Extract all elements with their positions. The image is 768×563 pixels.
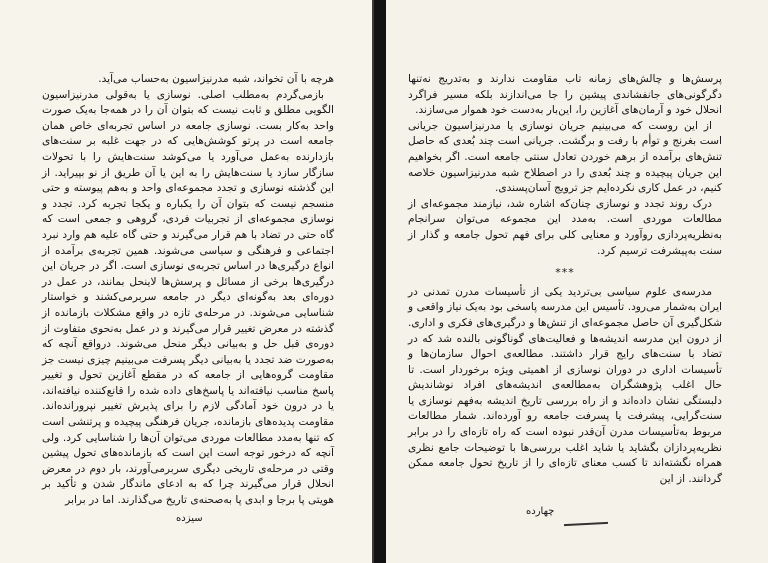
- right-page: [386, 0, 768, 563]
- paragraph: پرسش‌ها و چالش‌های زمانه تاب مقاومت ندارند و به‌تدریج نه‌تنها دگرگونی‌های جانفشاندی پیشین را جا می‌اندازند بلکه مسیر فراگرد انحلال خود و آرمان‌های آغازین را، این‌بار به‌دست خود هموار می‌سازند.: [408, 73, 722, 117]
- page-number: سیزده: [176, 513, 203, 524]
- left-page-text: [42, 72, 334, 509]
- pen-mark: [564, 522, 608, 526]
- paragraph: مدرسه‌ی علوم سیاسی بی‌تردید یکی از تأسیسات مدرن تمدنی در ایران به‌شمار می‌رود. تأسیس این مدرسه پاسخی بود به‌یک نیاز واقعی و شکل‌گیری آن حاصل مجموعه‌ای از تنش‌ها و درگیری‌های فکری و اداری. از درون این مدرسه اندیشه‌ها و فعالیت‌های گوناگونی بالنده شد که در تضاد با سنت‌های رایج قرار داشتند. مطالعه‌ی احوال سازمان‌ها و تأسیسات اداری در دوران نوسازی از اهمیتی ویژه برخوردار است. تا حال اغلب پژوهشگران به‌مطالعه‌ی اندیشه‌های افراد نوشاندیش دلبستگی نشان داده‌اند و از راه بررسی تاریخ اندیشه به‌فهم نوسازی یا سنت‌گرایی، پیشرفت یا پسرفت جامعه رو آورده‌اند. شمار مطالعات مربوط به‌تأسیسات مدرن آن‌قدر نبوده است که راه تازه‌ای را در برابر نظریه‌پردازان بگشاید یا شاید اغلب بررسی‌ها با توضیحات جامع نظری همراه نگشته‌اند تا کسب معنای تازه‌ای را از تاریخ تحول جامعه ممکن گردانند. از این: [408, 285, 722, 485]
- paragraph: بازمی‌گردم به‌مطلب اصلی. نوسازی یا به‌قولی مدرنیزاسیون الگویی مطلق و ثابت نیست که بتوان آن را در همه‌جا به‌یک صورت واحد به‌کار بست. نوسازی جامعه در اساس تجربه‌ای خاص همان جامعه است در پرتو کوشش‌هایی که در جهت غلبه بر سنت‌های بازدارنده به‌عمل می‌آورد یا می‌کوشد سنت‌هایش را با تحولات سازگار سازد یا سنت‌هایش را به این یا آن طریق از نو بپیراید. از این گذشته نوسازی و تجدد مجموعه‌ای واحد و به‌هم پیوسته و حتی منسجم نیست که بتوان آن را یکباره و یکجا تجربه کرد. تجدد و نوسازی مجموعه‌ای از تجربیات فردی، گروهی و جمعی است که گاه حتی در تضاد با هم قرار می‌گیرند و حتی گاه علیه هم وارد نبرد اجتماعی و فرهنگی و سیاسی می‌شوند. همین تجربه‌ی برآمده از انواع درگیری‌ها در اساس تجربه‌ی نوسازی است. اگر در جریان این درگیری‌ها برخی از مسائل و پرسش‌ها لاینحل بمانند، در عمل در دوره‌ای بعد به‌گونه‌ای دیگر در جامعه سربرمی‌کشند و خواستار شناسایی می‌شوند. در مرحله‌ی تازه در واقع مشکلات بازمانده از گذشته در معرض تغییر قرار می‌گیرند و در عمل به‌نحوی متفاوت از دوره‌ی قبل حل و به‌بیانی دیگر منحل می‌شوند. درواقع آنچه که به‌صورت ضد تجدد یا به‌بیانی دیگر پسرفت می‌بینیم چیزی نیست جز مقاومت گروه‌هایی از جامعه که در مقطع آغازین تحول و تغییر پاسخ مناسب نیافته‌اند یا پاسخ‌های داده شده را قانع‌کننده نیافته‌اند، یا در درون خود آمادگی لازم را برای پذیرش تغییر نپرورانده‌اند. مقاومت پدیده‌های بازمانده، جریان فرهنگی پیچیده و پرتنشی است که تنها به‌مدد مطالعات موردی می‌توان آن‌ها را شناسایی کرد. ولی آنچه که درخور توجه است این است که بازمانده‌های تحول پیشین وقتی در مرحله‌ی تاریخی دیگری سربرمی‌آورند، بار دوم در معرض انحلال قرار می‌گیرند چرا که به ادعای ماندگار شدن و تأکید بر هویتی پا برجا و ابدی پا به‌صحنه‌ی تاریخ می‌گذارند. اما در برابر: [42, 88, 334, 507]
- left-page: [0, 0, 374, 563]
- page-number: چهارده: [526, 506, 555, 517]
- paragraph: درک روند تجدد و نوسازی چنان‌که اشاره شد، نیازمند مجموعه‌ای از مطالعات موردی است. به‌مدد این مجموعه می‌توان سرانجام به‌نظریه‌پردازی روآورد و معنایی کلی برای فهم تحول جامعه و گذار از سنت به‌پیشرفت ترسیم کرد.: [408, 197, 722, 257]
- right-page-text: [408, 72, 722, 487]
- paragraph: هرچه با آن تخواند، شبه مدرنیزاسیون به‌حساب می‌آید.: [98, 73, 334, 85]
- section-separator: ***: [555, 266, 575, 280]
- paragraph: از این روست که می‌بینیم جریان نوسازی یا مدرنیزاسیون جریانی است بغرنج و توأم با رفت و برگشت. جریانی است چند بُعدی که حاصل تنش‌های برآمده از برهم خوردن تعادل سنتی جامعه است. اگر بخواهیم این جریان پیچیده و چند بُعدی را در اصطلاح شبه مدرنیزاسیون خلاصه کنیم، در عمل کاری نکرده‌ایم جز ترویج آسان‌پسندی.: [408, 119, 722, 195]
- book-gutter: [374, 0, 386, 563]
